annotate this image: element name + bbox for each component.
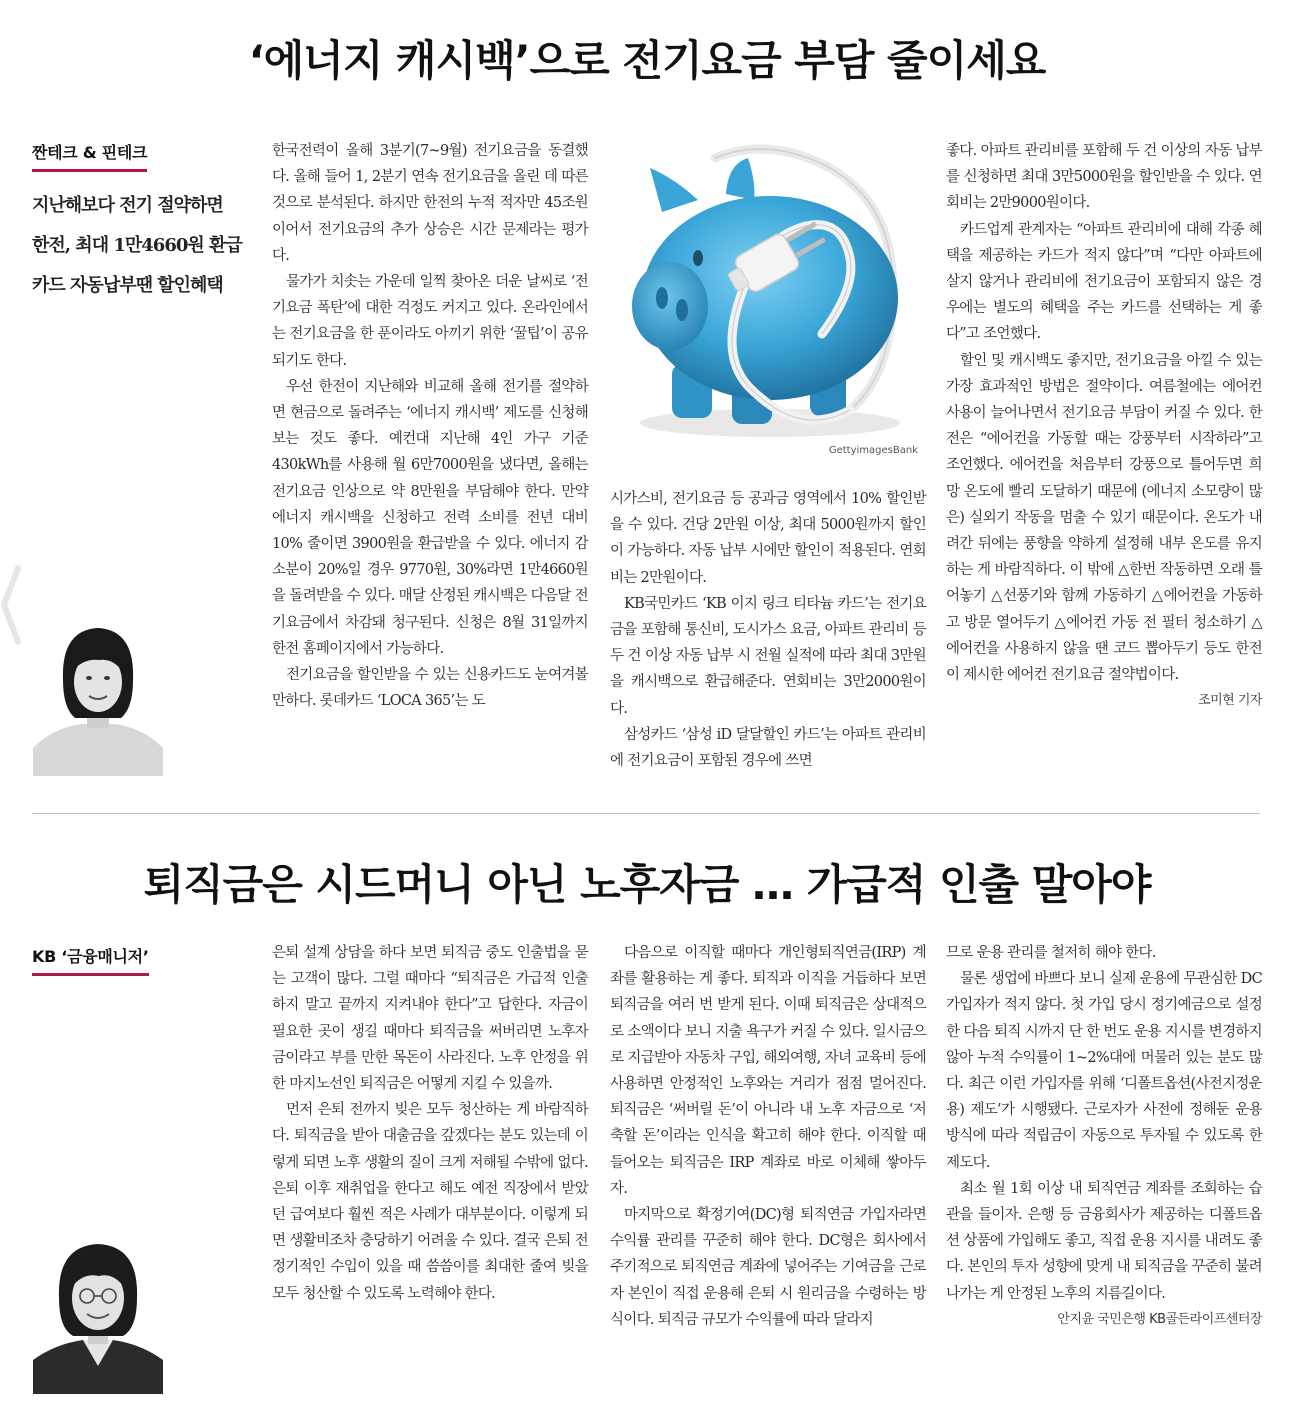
paragraph: 시가스비, 전기요금 등 공과금 영역에서 10% 할인받을 수 있다. 건당 2만원 이상, 최대 5000원까지 할인이 가능하다. 자동 납부 시에만 할인이 적용된다. 연회비는 2만원이다. [610, 491, 926, 586]
subhead: 한전, 최대 1만4660원 환급 [32, 235, 242, 256]
paragraph: 물가가 치솟는 가운데 일찍 찾아온 더운 날씨로 ‘전기요금 폭탄’에 대한 걱정도 커지고 있다. 온라인에서는 전기요금을 한 푼이라도 아끼기 위한 ‘꿀팁’이 공유되기도 한다. [272, 274, 588, 369]
paragraph: 삼성카드 ‘삼성 iD 달달할인 카드’는 아파트 관리비에 전기요금이 포함된 경우에 쓰면 [610, 726, 926, 770]
article-sidebar [32, 944, 254, 976]
byline: 조미현 기자 [1198, 693, 1262, 709]
paragraph: 다음으로 이직할 때마다 개인형퇴직연금(IRP) 계좌를 활용하는 게 좋다. 퇴직과 이직을 거듭하다 보면 퇴직금을 여러 번 받게 된다. 이때 퇴직금은 상대적으로 소액이다 보니 지출 욕구가 커질 수 있다. 일시금으로 지급받아 자동차 구입, 해외여행, 자녀 교육비 등에 사용하면 안정적인 노후와는 거리가 점점 멀어진다. 퇴직금은 ‘써버릴 돈’이 아니라 내 노후 자금으로 ‘저축할 돈’이라는 인식을 확고히 해야 한다. 이직할 때 들어오는 퇴직금은 IRP 계좌로 바로 이체해 쌓아두자. [610, 945, 926, 1197]
paragraph: 카드업계 관계자는 “아파트 관리비에 대해 각종 혜택을 제공하는 카드가 적지 않다”며 “다만 아파트에 살지 않거나 관리비에 전기요금이 포함되지 않은 경우에는 별도의 혜택을 주는 카드를 선택하는 게 좋다”고 조언했다. [946, 221, 1262, 343]
paragraph: 최소 월 1회 이상 내 퇴직연금 계좌를 조회하는 습관을 들이자. 은행 등 금융회사가 제공하는 디폴트옵션 상품에 가입해도 좋고, 직접 운용 지시를 내려도 좋다. 본인의 투자 성향에 맞게 내 퇴직금을 꾸준히 불려나가는 게 안정된 노후의 지름길이다. [946, 1180, 1262, 1302]
paragraph: 전기요금을 할인받을 수 있는 신용카드도 눈여겨볼 만하다. 롯데카드 ‘LOCA 365’는 도 [272, 667, 588, 710]
article-divider [32, 813, 1260, 814]
paragraph: 좋다. 아파트 관리비를 포함해 두 건 이상의 자동 납부를 신청하면 최대 3만5000원을 할인받을 수 있다. 연회비는 2만9000원이다. [946, 143, 1262, 212]
piggy-bank-photo [610, 138, 922, 460]
article-column-1 [272, 138, 588, 714]
article-column-1 [272, 940, 588, 1307]
author-portrait [33, 1232, 163, 1394]
piggy-bank-with-plug-image [610, 138, 922, 460]
section-label: 짠테크 & 핀테크 [32, 140, 147, 172]
paragraph: 므로 운용 관리를 철저히 해야 한다. [946, 945, 1156, 961]
paragraph: 한국전력이 올해 3분기(7~9월) 전기요금을 동결했다. 올해 들어 1, 2분기 연속 전기요금을 올린 데 따른 것으로 분석된다. 하지만 한전의 누적 적자만 45조원이어서 전기요금의 추가 상승은 시간 문제라는 평가다. [272, 143, 588, 264]
subhead: 카드 자동납부땐 할인혜택 [32, 275, 223, 296]
photo-credit: GettyimagesBank [828, 445, 918, 456]
byline: 안지윤 국민은행 KB골든라이프센터장 [1057, 1311, 1262, 1327]
article-column-2 [610, 940, 926, 1333]
article-sidebar [32, 140, 254, 314]
article-headline: 퇴직금은 시드머니 아닌 노후자금 … 가급적 인출 말아야 [143, 860, 1151, 909]
subhead: 지난해보다 전기 절약하면 [32, 195, 223, 216]
paragraph: 할인 및 캐시백도 좋지만, 전기요금을 아낄 수 있는 가장 효과적인 방법은 절약이다. 여름철에는 에어컨 사용이 늘어나면서 전기요금 부담이 커질 수 있다. 한전은 “에어컨을 가동할 때는 강풍부터 시작하라”고 조언했다. 에어컨을 처음부터 강풍으로 틀어두면 희망 온도에 빨리 도달하기 때문에 (에너지 소모량이 많은) 실외기 작동을 멈출 수 있기 때문이다. 온도가 내려간 뒤에는 풍향을 약하게 설정해 내부 온도를 유지하는 게 바람직하다. 이 밖에 △한번 작동하면 오래 틀어놓기 △선풍기와 함께 가동하기 △에어컨을 가동하고 방문 열어두기 △에어컨 가동 전 필터 청소하기 △에어컨을 사용하지 않을 땐 코드 뽑아두기 등도 한전이 제시한 에어컨 전기요금 절약법이다. [946, 352, 1262, 684]
article-column-2 [610, 486, 926, 774]
paragraph: 우선 한전이 지난해와 비교해 올해 전기를 절약하면 현금으로 돌려주는 ‘에너지 캐시백’ 제도를 신청해보는 것도 좋다. 예컨대 지난해 4인 가구 기준 430kWh를 사용해 월 6만7000원을 냈다면, 올해는 전기요금 인상으로 약 8만원을 부담해야 한다. 만약 에너지 캐시백을 신청하고 전력 소비를 전년 대비 10% 줄이면 3900원을 환급받을 수 있다. 에너지 감소분이 20%일 경우 9770원, 30%라면 1만4660원을 돌려받을 수 있다. 매달 산정된 캐시백은 다음달 전기요금에서 차감돼 청구된다. 신청은 8월 31일까지 한전 홈페이지에서 가능하다. [272, 378, 588, 657]
article-retirement-pay [0, 832, 1294, 1425]
article-column-3 [946, 138, 1262, 714]
paragraph: KB국민카드 ‘KB 이지 링크 티타늄 카드’는 전기요금을 포함해 통신비, 도시가스 요금, 아파트 관리비 등 두 건 이상 자동 납부 시 전월 실적에 따라 최대 3만원을 캐시백으로 환급해준다. 연회비는 3만2000원이다. [610, 595, 926, 717]
subhead-list [32, 194, 254, 298]
paragraph: 은퇴 설계 상담을 하다 보면 퇴직금 중도 인출법을 묻는 고객이 많다. 그럴 때마다 “퇴직금은 가급적 인출하지 말고 끝까지 지켜내야 한다”고 답한다. 자금이 필요한 곳이 생길 때마다 퇴직금을 써버리면 노후자금이라고 부를 만한 목돈이 사라진다. 노후 안정을 위한 마지노선인 퇴직금은 어떻게 지킬 수 있을까. [272, 945, 588, 1093]
paragraph: 마지막으로 확정기여(DC)형 퇴직연금 가입자라면 수익률 관리를 꾸준히 해야 한다. DC형은 회사에서 주기적으로 퇴직연금 계좌에 넣어주는 기여금을 근로자 본인이 직접 운용해 은퇴 시 원리금을 수령하는 방식이다. 퇴직금 규모가 수익률에 따라 달라지 [610, 1207, 926, 1328]
article-headline: ‘에너지 캐시백’으로 전기요금 부담 줄이세요 [248, 36, 1046, 85]
article-column-3 [946, 940, 1262, 1333]
paragraph: 물론 생업에 바쁘다 보니 실제 운용에 무관심한 DC 가입자가 적지 않다. 첫 가입 당시 정기예금으로 설정한 다음 퇴직 시까지 단 한 번도 운용 지시를 변경하지 않아 누적 수익률이 1~2%대에 머물러 있는 분도 많다. 최근 이런 가입자를 위해 ‘디폴트옵션(사전지정운용) 제도’가 시행됐다. 근로자가 사전에 정해둔 운용 방식에 따라 적립금이 자동으로 투자될 수 있도록 한 제도다. [946, 971, 1262, 1171]
paragraph: 먼저 은퇴 전까지 빚은 모두 청산하는 게 바람직하다. 퇴직금을 받아 대출금을 갚겠다는 분도 있는데 이렇게 되면 노후 생활의 질이 크게 저해될 수밖에 없다. 은퇴 이후 재취업을 한다고 해도 예전 직장에서 받았던 급여보다 훨씬 적은 사례가 대부분이다. 이렇게 되면 생활비조차 충당하기 어려울 수 있다. 결국 은퇴 전 정기적인 수입이 있을 때 씀씀이를 최대한 줄여 빚을 모두 청산할 수 있도록 노력해야 한다. [272, 1102, 588, 1302]
author-portrait [33, 620, 163, 776]
section-label: KB ‘금융매니저’ [32, 944, 149, 976]
